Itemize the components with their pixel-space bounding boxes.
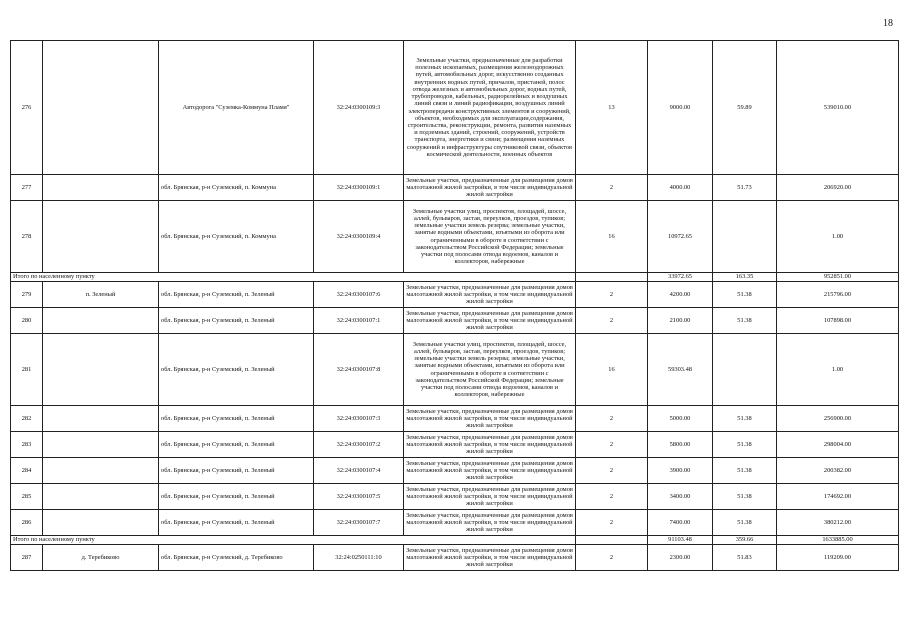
cell-number: 282 <box>11 406 43 432</box>
cell-cadastral-number: 32:24:0300107:7 <box>314 510 404 536</box>
cell-cadastral-number: 32:24:0300107:3 <box>314 406 404 432</box>
cell-total: 119209.00 <box>777 545 899 571</box>
cell-price: 51.38 <box>713 432 777 458</box>
cell-number: 286 <box>11 510 43 536</box>
table-row <box>11 545 899 571</box>
cell-cadastral-number: 32:24:0300107:1 <box>314 308 404 334</box>
cell-count: 2 <box>576 545 648 571</box>
cell-area: 7400.00 <box>648 510 713 536</box>
settlement-total-label: Итого по населенному пункту <box>11 273 576 282</box>
cell-count: 16 <box>576 201 648 273</box>
cell-count: 13 <box>576 41 648 175</box>
table-row <box>11 282 899 308</box>
cell-total: 380212.00 <box>777 510 899 536</box>
cell-area: 9000.00 <box>648 41 713 175</box>
cell-price: 163.35 <box>713 273 777 282</box>
cell-land-purpose: Земельные участки, предназначенные для размещения домов малоэтажной жилой застройки, в том числе индивидуальной жилой застройки <box>404 510 576 536</box>
cell-count: 2 <box>576 282 648 308</box>
cell-settlement <box>43 484 159 510</box>
cell-area: 4200.00 <box>648 282 713 308</box>
cell-total: 539010.00 <box>777 41 899 175</box>
cell-settlement <box>43 458 159 484</box>
cell-count <box>576 536 648 545</box>
cell-number: 276 <box>11 41 43 175</box>
cell-land-purpose: Земельные участки, предназначенные для размещения домов малоэтажной жилой застройки, в том числе индивидуальной жилой застройки <box>404 175 576 201</box>
cell-number: 277 <box>11 175 43 201</box>
cell-settlement <box>43 510 159 536</box>
cell-land-purpose: Земельные участки, предназначенные для размещения домов малоэтажной жилой застройки, в том числе индивидуальной жилой застройки <box>404 458 576 484</box>
cell-total: 206920.00 <box>777 175 899 201</box>
cell-number: 285 <box>11 484 43 510</box>
cell-area: 4000.00 <box>648 175 713 201</box>
cell-price: 51.38 <box>713 406 777 432</box>
cell-area: 3400.00 <box>648 484 713 510</box>
cell-name-address: обл. Брянская, р-н Суземский, п. Коммуна <box>159 201 314 273</box>
cell-name-address: обл. Брянская, р-н Суземский, п. Зеленый <box>159 458 314 484</box>
cell-total: 174692.00 <box>777 484 899 510</box>
cell-total: 107898.00 <box>777 308 899 334</box>
cell-land-purpose: Земельные участки, предназначенные для размещения домов малоэтажной жилой застройки, в том числе индивидуальной жилой застройки <box>404 406 576 432</box>
cell-area: 5800.00 <box>648 432 713 458</box>
cell-price: 51.73 <box>713 175 777 201</box>
table-row <box>11 201 899 273</box>
land-plots-table <box>10 40 899 571</box>
cell-cadastral-number: 32:24:0300107:2 <box>314 432 404 458</box>
cell-area: 59303.48 <box>648 334 713 406</box>
cell-land-purpose: Земельные участки, предназначенные для размещения домов малоэтажной жилой застройки, в том числе индивидуальной жилой застройки <box>404 432 576 458</box>
cell-settlement: д. Теребиково <box>43 545 159 571</box>
table-body <box>11 41 899 571</box>
cell-count: 2 <box>576 406 648 432</box>
cell-total: 1633885.00 <box>777 536 899 545</box>
cell-land-purpose: Земельные участки, предназначенные для размещения домов малоэтажной жилой застройки, в том числе индивидуальной жилой застройки <box>404 545 576 571</box>
cell-name-address: обл. Брянская, р-н Суземский, п. Зеленый <box>159 484 314 510</box>
cell-count: 2 <box>576 458 648 484</box>
cell-cadastral-number: 32:24:0300107:6 <box>314 282 404 308</box>
cell-settlement: п. Зеленый <box>43 282 159 308</box>
cell-area: 33972.65 <box>648 273 713 282</box>
table-row <box>11 432 899 458</box>
cell-count: 2 <box>576 432 648 458</box>
cell-settlement <box>43 175 159 201</box>
cell-number: 280 <box>11 308 43 334</box>
cell-name-address: обл. Брянская, р-н Суземский, п. Зеленый <box>159 308 314 334</box>
cell-cadastral-number: 32:24:0300107:4 <box>314 458 404 484</box>
cell-land-purpose: Земельные участки, предназначенные для размещения домов малоэтажной жилой застройки, в том числе индивидуальной жилой застройки <box>404 282 576 308</box>
table-row <box>11 308 899 334</box>
cell-land-purpose: Земельные участки, предназначенные для размещения домов малоэтажной жилой застройки, в том числе индивидуальной жилой застройки <box>404 308 576 334</box>
cell-price <box>713 201 777 273</box>
cell-price: 51.38 <box>713 282 777 308</box>
cell-number: 284 <box>11 458 43 484</box>
cell-number: 279 <box>11 282 43 308</box>
cell-total: 215796.00 <box>777 282 899 308</box>
table-row <box>11 510 899 536</box>
cell-area: 10972.65 <box>648 201 713 273</box>
cell-name-address: обл. Брянская, р-н Суземский, п. Зеленый <box>159 432 314 458</box>
cell-price: 59.89 <box>713 41 777 175</box>
cell-number: 283 <box>11 432 43 458</box>
cell-name-address: обл. Брянская, р-н Суземский, п. Зеленый <box>159 282 314 308</box>
cell-total: 298004.00 <box>777 432 899 458</box>
cell-settlement <box>43 406 159 432</box>
cell-count <box>576 273 648 282</box>
cell-name-address: обл. Брянская, р-н Суземский, п. Коммуна <box>159 175 314 201</box>
cell-name-address: обл. Брянская, р-н Суземский, д. Теребиково <box>159 545 314 571</box>
cell-area: 2100.00 <box>648 308 713 334</box>
table-row <box>11 484 899 510</box>
cell-land-purpose: Земельные участки улиц, проспектов, площадей, шоссе, аллей, бульваров, застав, переулков, проездов, тупиков; земельные участки земель резерва; земельные участки, занятые водными объектами, изъятыми из оборота или ограниченными в обороте в соответствии с законодательством Российской Федерации; земельные участки под полосами отвода водоемов, каналов и коллекторов, набережные <box>404 334 576 406</box>
cell-number: 281 <box>11 334 43 406</box>
cell-price: 51.38 <box>713 308 777 334</box>
cell-price: 51.83 <box>713 545 777 571</box>
cell-name-address: обл. Брянская, р-н Суземский, п. Зеленый <box>159 406 314 432</box>
table-row <box>11 41 899 175</box>
cell-total: 952851.00 <box>777 273 899 282</box>
cell-settlement <box>43 308 159 334</box>
table-row <box>11 458 899 484</box>
cell-count: 2 <box>576 510 648 536</box>
cell-count: 2 <box>576 175 648 201</box>
cell-count: 2 <box>576 308 648 334</box>
cell-land-purpose: Земельные участки улиц, проспектов, площадей, шоссе, аллей, бульваров, застав, переулков, проездов, тупиков; земельные участки земель резерва; земельные участки, занятые водными объектами, изъятыми из оборота или ограниченными в обороте в соответствии с законодательством Российской Федерации; земельные участки под полосами отвода водоемов, каналов и коллекторов, набережные <box>404 201 576 273</box>
cell-cadastral-number: 32:24:0300109:4 <box>314 201 404 273</box>
cell-land-purpose: Земельные участки, предназначенные для разработки полезных ископаемых, размещения железнодорожных путей, автомобильных дорог, искусственно созданных внутренних водных путей, причалов, пристаней, полос отвода железных и автомобильных дорог, водных путей, трубопроводов, кабельных, радиорелейных и воздушных линий связи и линий радиофикации, воздушных линий электропередачи конструктивных элементов и сооружений, объектов, необходимых для эксплуатации,содержания, строительства, реконструкции, ремонта, развития наземных и подземных зданий, строений, сооружений, устройств транспорта, энергетики и связи; размещения наземных сооружений и инфраструктуры спутниковой связи, объектов космической деятельности, военных объектов <box>404 41 576 175</box>
cell-name-address: обл. Брянская, р-н Суземский, п. Зеленый <box>159 510 314 536</box>
cell-cadastral-number: 32:24:0250111:10 <box>314 545 404 571</box>
cell-price: 359.66 <box>713 536 777 545</box>
table-row <box>11 406 899 432</box>
cell-price: 51.38 <box>713 510 777 536</box>
cell-settlement <box>43 41 159 175</box>
cell-area: 91103.48 <box>648 536 713 545</box>
table-row <box>11 175 899 201</box>
cell-area: 2300.00 <box>648 545 713 571</box>
cell-cadastral-number: 32:24:0300109:1 <box>314 175 404 201</box>
cell-total: 200382.00 <box>777 458 899 484</box>
cell-price: 51.38 <box>713 458 777 484</box>
cell-total: 256900.00 <box>777 406 899 432</box>
settlement-total-row <box>11 273 899 282</box>
cell-price: 51.38 <box>713 484 777 510</box>
cell-cadastral-number: 32:24:0300109:3 <box>314 41 404 175</box>
cell-name-address: обл. Брянская, р-н Суземский, п. Зеленый <box>159 334 314 406</box>
cell-number: 278 <box>11 201 43 273</box>
settlement-total-label: Итого по населенному пункту <box>11 536 576 545</box>
table-row <box>11 334 899 406</box>
cell-number: 287 <box>11 545 43 571</box>
cell-cadastral-number: 32:24:0300107:8 <box>314 334 404 406</box>
cell-count: 2 <box>576 484 648 510</box>
cell-name-address: Автодорога "Суземка-Коммуна Пламя" <box>159 41 314 175</box>
cell-area: 5000.00 <box>648 406 713 432</box>
cell-count: 16 <box>576 334 648 406</box>
cell-settlement <box>43 432 159 458</box>
settlement-total-row <box>11 536 899 545</box>
cell-cadastral-number: 32:24:0300107:5 <box>314 484 404 510</box>
cell-total: 1.00 <box>777 334 899 406</box>
cell-settlement <box>43 334 159 406</box>
cell-land-purpose: Земельные участки, предназначенные для размещения домов малоэтажной жилой застройки, в том числе индивидуальной жилой застройки <box>404 484 576 510</box>
cell-area: 3900.00 <box>648 458 713 484</box>
cell-price <box>713 334 777 406</box>
cell-total: 1.00 <box>777 201 899 273</box>
cell-settlement <box>43 201 159 273</box>
page-number: 18 <box>883 18 893 29</box>
